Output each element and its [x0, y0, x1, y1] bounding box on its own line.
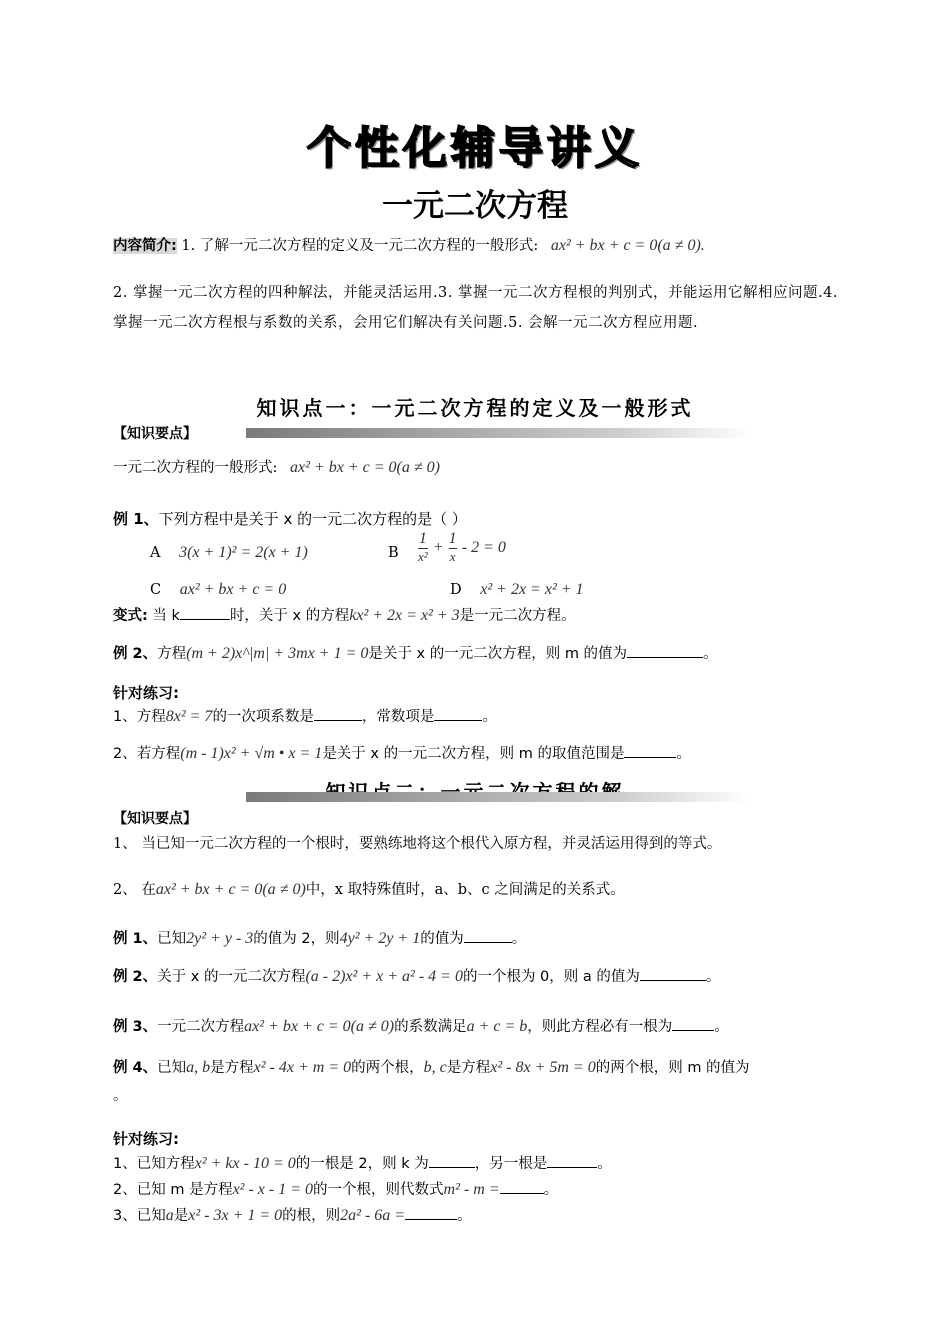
s1-ex1-optB: 1 x² + 1 x - 2 = 0: [418, 530, 506, 564]
s2-ex2-end: 。: [705, 969, 721, 985]
s1-ex2-text2: 是关于 x 的一元二次方程，则 m 的值为: [368, 646, 628, 662]
s2-p1-math: x² + kx - 10 = 0: [194, 1155, 296, 1172]
s1-p2-label: 2、: [113, 746, 137, 762]
variant-text2: 时，关于 x 的方程: [229, 608, 350, 624]
s2-ex4-text4: 是方程: [446, 1060, 491, 1076]
s2-ex3-text3: ，则此方程必有一根为: [527, 1019, 673, 1035]
s2-p3-math1: a: [165, 1207, 174, 1224]
s2-ex1-blank[interactable]: [464, 928, 512, 943]
s2-point2-a: 2、 在: [113, 882, 156, 898]
s1-p2-text2: 是关于 x 的一元二次方程，则 m 的取值范围是: [322, 746, 625, 762]
s2-example2: [113, 966, 720, 987]
s2-ex4-text1: 已知: [157, 1060, 187, 1076]
variant-text1: 当 k: [152, 608, 180, 624]
s2-ex1-end: 。: [511, 931, 527, 947]
variant-text3: 是一元二次方程。: [459, 608, 576, 624]
optB-frac1: [418, 530, 428, 565]
s2-ex4-math4: x² - 8x + 5m = 0: [490, 1059, 596, 1076]
s1-ex2-blank[interactable]: [627, 643, 703, 658]
s2-p1-label: 1、: [113, 1156, 137, 1172]
s2-practice3: [113, 1205, 472, 1226]
optD-label: D: [450, 582, 462, 598]
s2-practice-label: 针对练习:: [113, 1130, 179, 1148]
s2-p3-text3: 的根，则: [282, 1208, 341, 1224]
s2-ex2-label: 例 2、: [113, 969, 158, 985]
s2-ex1-text1: 已知: [157, 931, 187, 947]
s2-ex4-math3: b, c: [423, 1059, 447, 1076]
s1-p1-end: 。: [482, 709, 497, 725]
s2-p2-text2: 的一个根，则代数式: [313, 1182, 444, 1198]
optD-math: x² + 2x = x² + 1: [480, 581, 584, 598]
s2-p3-text2: 是: [173, 1208, 189, 1224]
s2-ex4-text2: 是方程: [210, 1060, 254, 1076]
optB-tail: - 2 = 0: [461, 539, 506, 556]
s2-ex2-blank[interactable]: [640, 966, 706, 981]
s1-ex2-text1: 方程: [157, 646, 187, 662]
s2-ex2-math: (a - 2)x² + x + a² - 4 = 0: [305, 968, 463, 985]
s1-p2-text1: 若方程: [136, 746, 181, 762]
optB-den2: x: [449, 549, 456, 564]
s2-practice2: [113, 1179, 558, 1200]
s1-ex2-math: (m + 2)x^|m| + 3mx + 1 = 0: [186, 645, 369, 662]
page-subtitle: 一元二次方程: [382, 188, 568, 224]
optB-den1: x²: [418, 549, 428, 564]
s1-ex2-end: 。: [703, 646, 718, 662]
s1-ex1-optC: [150, 580, 286, 600]
s1-p1-label: 1、: [113, 709, 137, 725]
optC-label: C: [150, 582, 162, 598]
s2-ex3-blank[interactable]: [672, 1016, 714, 1031]
s2-p2-math2: m² - m =: [443, 1181, 500, 1198]
s1-p1-blank2[interactable]: [434, 706, 482, 721]
section1-heading: 知识点一：一元二次方程的定义及一般形式: [256, 396, 694, 420]
general-form-math: ax² + bx + c = 0(a ≠ 0): [290, 459, 440, 476]
s2-p3-math3: 2a² - 6a =: [340, 1207, 406, 1224]
s1-p1-text1: 方程: [136, 709, 166, 725]
s2-p2-end: 。: [543, 1182, 559, 1198]
s2-ex1-text2: 的值为 2，则: [253, 931, 340, 947]
s2-p1-text3: ，另一根是: [474, 1156, 548, 1172]
s2-p3-label: 3、: [113, 1208, 137, 1224]
intro-math: ax² + bx + c = 0(a ≠ 0).: [550, 237, 705, 254]
s2-ex3-text2: 的系数满足: [394, 1019, 467, 1035]
s2-ex3-math2: a + c = b: [466, 1018, 528, 1035]
s2-practice1: [113, 1153, 612, 1174]
s2-example4: [113, 1054, 843, 1110]
s1-p1-text3: ，常数项是: [361, 709, 435, 725]
s1-ex1-label: 例 1、: [113, 510, 159, 528]
intro-line1: [113, 236, 705, 256]
section1-kp-divider: [246, 428, 750, 438]
s2-ex4-math2: x² - 4x + m = 0: [253, 1059, 352, 1076]
s2-point1: 1、 当已知一元二次方程的一个根时，要熟练地将这个根代入原方程，并灵活运用得到的等式。: [113, 836, 722, 852]
s1-p1-math: 8x² = 7: [165, 708, 213, 725]
optB-num1: 1: [418, 530, 427, 547]
s2-point2-math: ax² + bx + c = 0(a ≠ 0): [155, 881, 306, 898]
s1-p1-blank1[interactable]: [314, 706, 362, 721]
s2-ex4-math1: a, b: [186, 1059, 211, 1076]
s2-example1: [113, 928, 526, 949]
intro-text: 1. 了解一元二次方程的定义及一元二次方程的一般形式:: [181, 238, 539, 254]
s1-ex1-optA: [150, 543, 308, 563]
s2-p3-blank[interactable]: [405, 1205, 457, 1220]
section1-kp-label: 【知识要点】: [113, 426, 197, 442]
s2-p1-text1: 已知方程: [136, 1156, 195, 1172]
s2-p1-blank1[interactable]: [429, 1153, 475, 1168]
s1-practice-label: 针对练习:: [113, 684, 179, 702]
s2-ex4-text5: 的两个根，则 m 的值为: [595, 1060, 750, 1076]
s1-variant: [113, 605, 576, 626]
s2-ex4-end: 。: [113, 1088, 128, 1104]
optA-math: 3(x + 1)² = 2(x + 1): [179, 544, 308, 561]
s2-point2: [113, 880, 625, 900]
section2-kp-label: 【知识要点】: [113, 811, 197, 827]
s2-p2-math1: x² - x - 1 = 0: [232, 1181, 314, 1198]
optC-math: ax² + bx + c = 0: [179, 581, 287, 598]
s2-ex4-text3: 的两个根，: [351, 1060, 424, 1076]
s2-p2-label: 2、: [113, 1182, 137, 1198]
s2-p3-end: 。: [457, 1208, 472, 1224]
s2-p1-end: 。: [597, 1156, 612, 1172]
s1-p2-end: 。: [676, 746, 691, 762]
s2-ex3-end: 。: [714, 1019, 729, 1035]
general-form-line: [113, 458, 440, 478]
s2-ex1-label: 例 1、: [113, 931, 158, 947]
s2-ex1-math2: 4y² + 2y + 1: [339, 930, 421, 947]
intro-paragraph: 2. 掌握一元二次方程的四种解法，并能灵活运用.3. 掌握一元二次方程根的判别式，并能运用它解相应问题.4. 掌握一元二次方程根与系数的关系，会用它们解决有关问题.5. 会解一元二次方程应用题.: [113, 285, 838, 331]
variant-label: 变式:: [113, 608, 148, 624]
intro-label: 内容简介:: [113, 238, 177, 254]
s2-p2-text1: 已知 m 是方程: [136, 1182, 233, 1198]
s1-practice2: [113, 743, 691, 764]
s1-practice1: [113, 706, 497, 727]
s2-point2-b: 中，x 取特殊值时，a、b、c 之间满足的关系式。: [305, 882, 625, 898]
section2-kp-divider: [246, 792, 750, 802]
s2-ex1-math1: 2y² + y - 3: [186, 930, 254, 947]
optB-frac2: [449, 530, 457, 565]
s2-example3: [113, 1016, 729, 1037]
variant-blank[interactable]: [180, 605, 230, 620]
s2-ex3-math1: ax² + bx + c = 0(a ≠ 0): [244, 1018, 395, 1035]
s1-ex2-label: 例 2、: [113, 646, 158, 662]
s1-ex1-text: 下列方程中是关于 x 的一元二次方程的是（ ）: [158, 510, 467, 528]
general-form-text: 一元二次方程的一般形式:: [113, 460, 278, 476]
s1-ex1-optD: [450, 580, 584, 600]
s2-p1-blank2[interactable]: [547, 1153, 597, 1168]
s1-p2-math: (m - 1)x² + √m • x = 1: [180, 745, 323, 762]
s2-ex3-text1: 一元二次方程: [157, 1019, 245, 1035]
page-title: 个性化辅导讲义: [307, 123, 643, 174]
s1-example1: [113, 508, 467, 529]
s1-example2: [113, 643, 718, 664]
s2-p3-math2: x² - 3x + 1 = 0: [188, 1207, 283, 1224]
s1-ex1-optB-label: B: [388, 545, 399, 561]
s2-ex4-label: 例 4、: [113, 1060, 158, 1076]
s2-p2-blank[interactable]: [500, 1179, 544, 1194]
s2-ex1-text3: 的值为: [420, 931, 464, 947]
optA-label: A: [150, 545, 161, 561]
s2-p1-text2: 的一根是 2，则 k 为: [295, 1156, 429, 1172]
s2-ex2-text1: 关于 x 的一元二次方程: [157, 969, 306, 985]
optB-num2: 1: [448, 530, 457, 547]
s2-ex2-text2: 的一个根为 0，则 a 的值为: [462, 969, 640, 985]
s2-ex3-label: 例 3、: [113, 1019, 158, 1035]
s2-p3-text1: 已知: [136, 1208, 166, 1224]
s1-p1-text2: 的一次项系数是: [212, 709, 314, 725]
s1-p2-blank[interactable]: [624, 743, 676, 758]
variant-math: kx² + 2x = x² + 3: [349, 607, 460, 624]
